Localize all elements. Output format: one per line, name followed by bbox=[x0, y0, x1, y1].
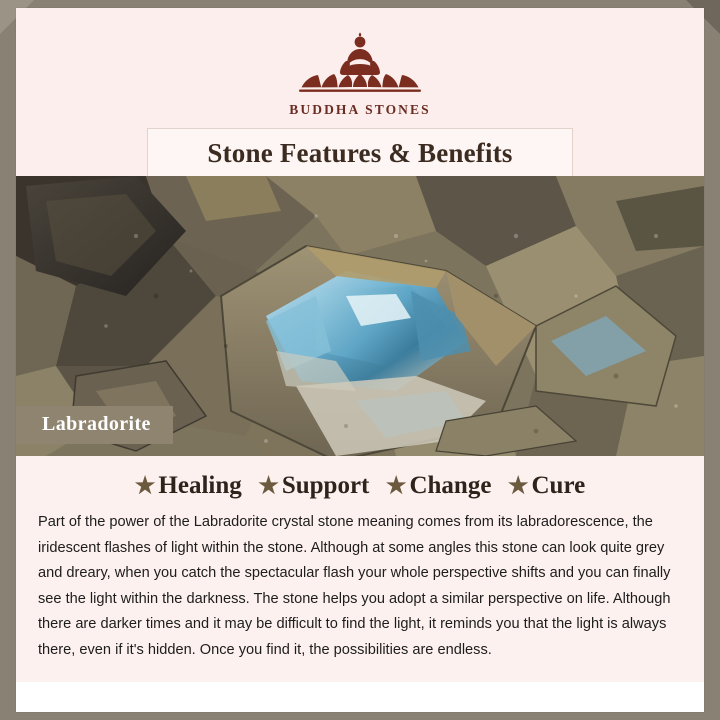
title-banner bbox=[147, 128, 573, 180]
star-icon: ★ bbox=[385, 473, 407, 498]
card-header bbox=[16, 8, 704, 176]
benefit-label: Cure bbox=[531, 472, 586, 499]
stone-photo bbox=[16, 176, 704, 456]
description-text: Part of the power of the Labradorite crystal stone meaning comes from its labradorescence, the iridescent flashes of light within the stone. Although at some angles this stone can look quite grey and dreary, when you catch the spectacular flash your whole perspective shifts and you can finally see the light within the darkness. The stone helps you adopt a similar perspective on life. Although there are darker times and it may be difficult to find the light, it reminds you that the light is always there, even if it's hidden. Once you find it, the possibilities are endless. bbox=[16, 506, 704, 663]
benefit-item bbox=[258, 472, 369, 500]
benefit-label: Change bbox=[409, 472, 492, 499]
page-title: Stone Features & Benefits bbox=[207, 138, 513, 168]
brand-logo bbox=[16, 8, 704, 118]
star-icon: ★ bbox=[134, 473, 156, 498]
star-icon: ★ bbox=[258, 473, 279, 498]
benefit-item bbox=[508, 472, 585, 500]
brand-name: BUDDHA STONES bbox=[289, 102, 431, 117]
star-icon: ★ bbox=[507, 473, 529, 498]
benefits-row-container bbox=[16, 456, 704, 506]
benefit-item bbox=[386, 472, 492, 500]
bottom-white-strip bbox=[16, 682, 704, 712]
lotus-buddha-icon bbox=[16, 30, 704, 98]
benefit-item bbox=[135, 472, 242, 500]
benefit-label: Healing bbox=[158, 472, 242, 499]
stone-name-label: Labradorite bbox=[16, 406, 173, 444]
benefit-label: Support bbox=[281, 472, 370, 499]
info-card bbox=[16, 8, 704, 712]
benefits-row bbox=[129, 472, 591, 500]
